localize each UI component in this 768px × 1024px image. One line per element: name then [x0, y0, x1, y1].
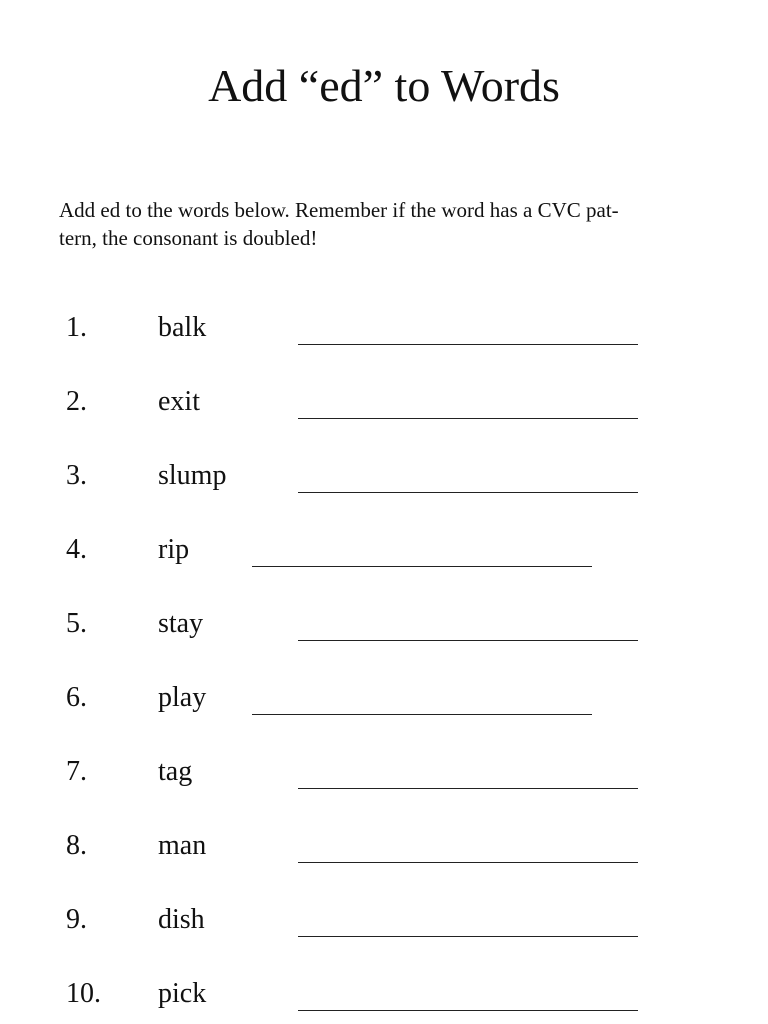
answer-line[interactable]	[298, 344, 638, 345]
instructions-line-1: Add ed to the words below. Remember if the word has a CVC pat-	[59, 198, 619, 222]
item-word: tag	[158, 756, 193, 787]
exercise-item-8	[0, 826, 768, 866]
item-word: rip	[158, 534, 190, 565]
item-number: 1.	[66, 312, 87, 343]
item-number: 4.	[66, 534, 87, 565]
item-number: 9.	[66, 904, 87, 935]
item-word: man	[158, 830, 207, 861]
item-number: 10.	[66, 978, 101, 1009]
answer-line[interactable]	[298, 492, 638, 493]
item-word: slump	[158, 460, 227, 491]
exercise-item-4	[0, 530, 768, 570]
item-number: 5.	[66, 608, 87, 639]
instructions	[59, 196, 689, 252]
answer-line[interactable]	[298, 418, 638, 419]
answer-line[interactable]	[298, 640, 638, 641]
answer-line[interactable]	[298, 1010, 638, 1011]
exercise-item-5	[0, 604, 768, 644]
exercise-item-2	[0, 382, 768, 422]
item-number: 6.	[66, 682, 87, 713]
item-number: 3.	[66, 460, 87, 491]
exercise-item-1	[0, 308, 768, 348]
exercise-item-10	[0, 974, 768, 1014]
answer-line[interactable]	[298, 788, 638, 789]
instructions-line-2: tern, the consonant is doubled!	[59, 226, 318, 250]
item-word: stay	[158, 608, 204, 639]
answer-line[interactable]	[252, 714, 592, 715]
worksheet-title: Add “ed” to Words	[208, 60, 560, 111]
item-number: 7.	[66, 756, 87, 787]
item-number: 2.	[66, 386, 87, 417]
exercise-item-9	[0, 900, 768, 940]
item-word: dish	[158, 904, 205, 935]
exercise-item-6	[0, 678, 768, 718]
answer-line[interactable]	[252, 566, 592, 567]
item-number: 8.	[66, 830, 87, 861]
answer-line[interactable]	[298, 862, 638, 863]
exercise-item-7	[0, 752, 768, 792]
answer-line[interactable]	[298, 936, 638, 937]
item-word: exit	[158, 386, 200, 417]
item-word: pick	[158, 978, 207, 1009]
item-word: play	[158, 682, 207, 713]
exercise-item-3	[0, 456, 768, 496]
item-word: balk	[158, 312, 207, 343]
